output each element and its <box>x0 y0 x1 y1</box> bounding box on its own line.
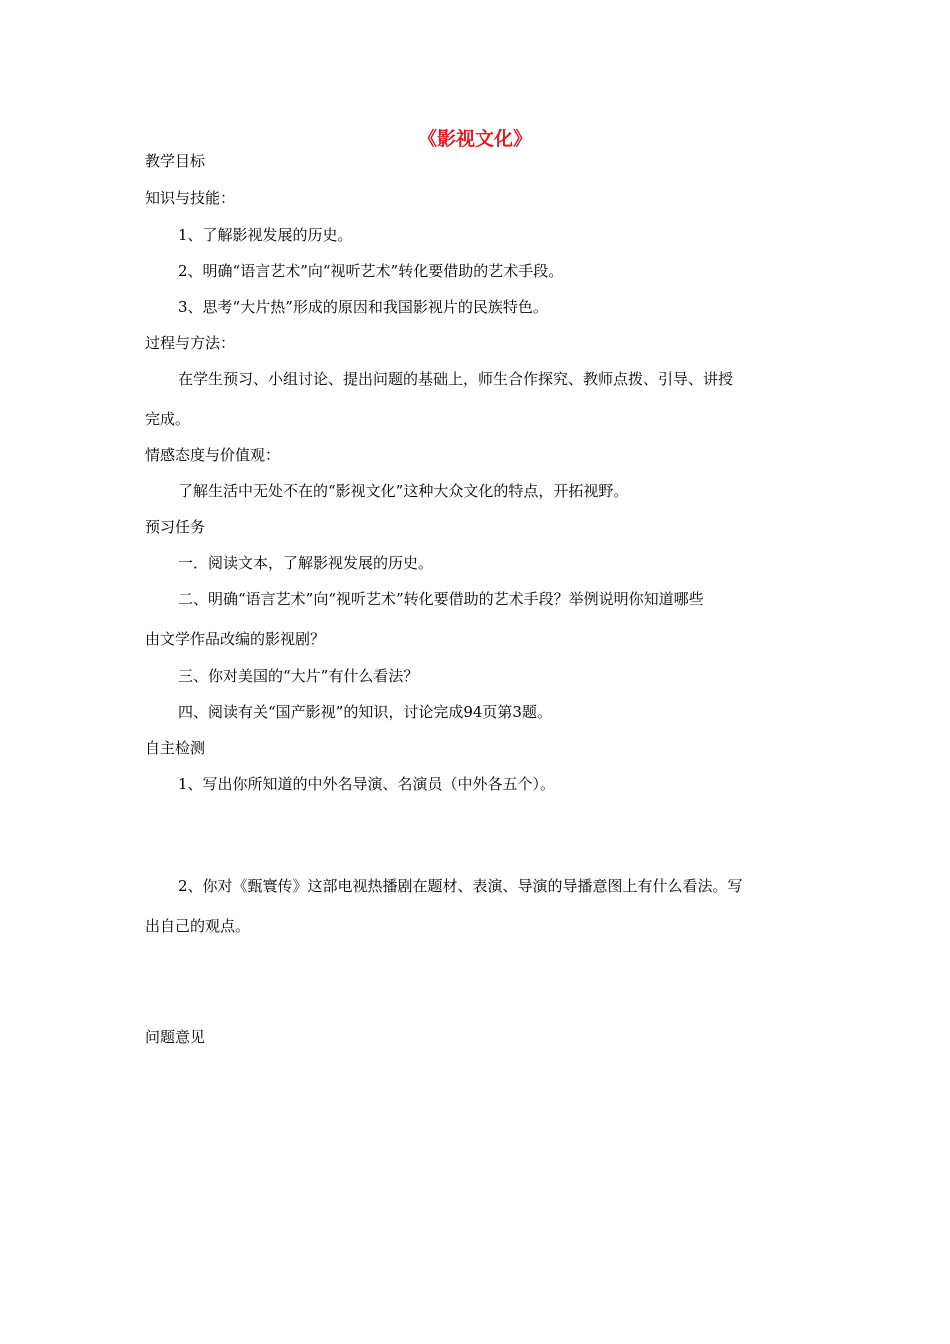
knowledge-heading: 知识与技能： <box>145 189 236 207</box>
preview-item: 四、阅读有关“国产影视”的知识，讨论完成94页第3题。 <box>178 703 552 721</box>
self-check-item: 2、你对《甄寰传》这部电视热播剧在题材、表演、导演的导播意图上有什么看法。写 <box>178 877 743 895</box>
process-text-continued: 完成。 <box>145 410 191 428</box>
preview-item: 一．阅读文本，了解影视发展的历史。 <box>178 554 434 572</box>
preview-heading: 预习任务 <box>145 518 206 536</box>
preview-item: 三、你对美国的“大片”有什么看法？ <box>178 667 419 685</box>
emotion-heading: 情感态度与价值观： <box>145 446 281 464</box>
knowledge-item: 3、思考“大片热”形成的原因和我国影视片的民族特色。 <box>178 298 548 316</box>
document-title: 《影视文化》 <box>417 128 532 150</box>
self-check-item: 1、写出你所知道的中外名导演、名演员（中外各五个）。 <box>178 775 556 793</box>
preview-item-continued: 由文学作品改编的影视剧？ <box>145 630 326 648</box>
process-heading: 过程与方法： <box>145 334 236 352</box>
preview-item: 二、明确“语言艺术”向“视听艺术”转化要借助的艺术手段？举例说明你知道哪些 <box>178 590 704 608</box>
self-check-heading: 自主检测 <box>145 739 206 757</box>
process-text: 在学生预习、小组讨论、提出问题的基础上，师生合作探究、教师点拨、引导、讲授 <box>178 370 734 388</box>
emotion-text: 了解生活中无处不在的“影视文化”这种大众文化的特点，开拓视野。 <box>178 482 629 500</box>
self-check-item-continued: 出自己的观点。 <box>145 917 251 935</box>
knowledge-item: 2、明确“语言艺术”向“视听艺术”转化要借助的艺术手段。 <box>178 262 564 280</box>
issues-heading: 问题意见 <box>145 1028 206 1046</box>
goals-heading: 教学目标 <box>145 152 206 170</box>
knowledge-item: 1、了解影视发展的历史。 <box>178 226 353 244</box>
